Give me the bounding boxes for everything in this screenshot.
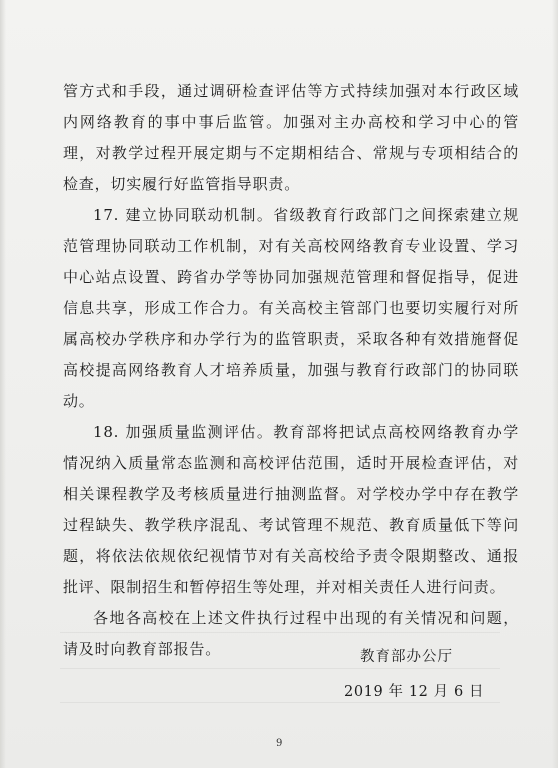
paragraph: 17. 建立协同联动机制。省级教育行政部门之间探索建立规范管理协同联动工作机制，对有关高校网络教育专业设置、学习中心站点设置、跨省办学等协同加强规范管理和督促指导，促进信息共享，形成工作合力。有关高校主管部门也要切实履行对所属高校办学秩序和办学行为的监管职责，采取各种有效措施督促高校提高网络教育人才培养质量，加强与教育行政部门的协同联动。	[63, 206, 519, 410]
bleed-through-rule	[60, 702, 500, 703]
issuer-signature: 教育部办公厅	[360, 649, 453, 665]
paragraph: 管方式和手段，通过调研检查评估等方式持续加强对本行政区域内网络教育的事中事后监管。加强对主办高校和学习中心的管理，对教学过程开展定期与不定期相结合、常规与专项相结合的检查，切实履行好监管指导职责。	[63, 82, 519, 193]
paragraph: 各地各高校在上述文件执行过程中出现的有关情况和问题，请及时向教育部报告。	[63, 609, 519, 658]
page-number: 9	[276, 738, 283, 749]
body-text	[63, 76, 519, 665]
bleed-through-rule	[60, 668, 500, 669]
scan-shadow-right	[552, 0, 558, 768]
paragraph: 18. 加强质量监测评估。教育部将把试点高校网络教育办学情况纳入质量常态监测和高校评估范围，适时开展检查评估，对相关课程教学及考核质量进行抽测监督。对学校办学中存在教学过程缺失、教学秩序混乱、考试管理不规范、教育质量低下等问题，将依法依规依纪视情节对有关高校给予责令限期整改、通报批评、限制招生和暂停招生等处理，并对相关责任人进行问责。	[63, 423, 519, 596]
issue-date: 2019 年 12 月 6 日	[344, 684, 485, 700]
scan-shadow-left	[0, 0, 6, 768]
